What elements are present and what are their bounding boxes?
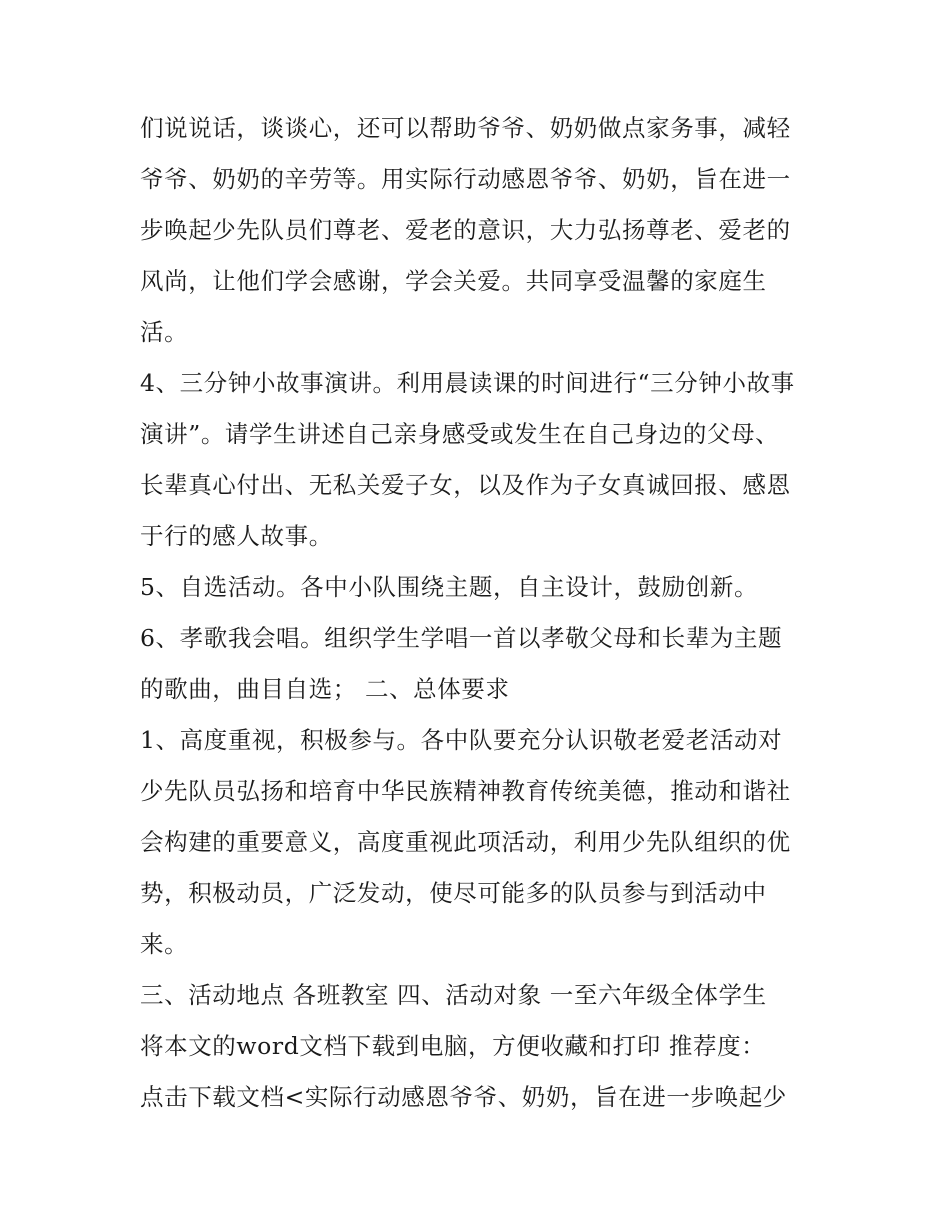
document-body	[140, 103, 820, 1123]
text-line: 少先队员弘扬和培育中华民族精神教育传统美德，推动和谐社	[140, 777, 791, 805]
text-line: 们说说话，谈谈心，还可以帮助爷爷、奶奶做点家务事，减轻	[140, 114, 791, 142]
download-link[interactable]: 点击下载文档<实际行动感恩爷爷、奶奶，旨在进一步唤起少	[140, 1083, 787, 1111]
text-line: 5、自选活动。各中小队围绕主题，自主设计，鼓励创新。	[140, 573, 759, 601]
text-line: 将本文的word文档下载到电脑，方便收藏和打印 推荐度：	[140, 1032, 766, 1060]
text-line: 势，积极动员，广泛发动，使尽可能多的队员参与到活动中	[140, 879, 767, 907]
text-line: 1、高度重视，积极参与。各中队要充分认识敬老爱老活动对	[140, 726, 783, 754]
text-line: 爷爷、奶奶的辛劳等。用实际行动感恩爷爷、奶奶，旨在进一	[140, 165, 791, 193]
text-line: 演讲”。请学生讲述自己亲身感受或发生在自己身边的父母、	[140, 420, 780, 448]
text-line: 的歌曲，曲目自选； 二、总体要求	[140, 675, 510, 703]
text-line: 来。	[140, 930, 189, 958]
text-line: 三、活动地点 各班教室 四、活动对象 一至六年级全体学生	[140, 981, 767, 1009]
text-line: 会构建的重要意义，高度重视此项活动，利用少先队组织的优	[140, 828, 791, 856]
text-line: 风尚，让他们学会感谢，学会关爱。共同享受温馨的家庭生	[140, 267, 767, 295]
text-line: 活。	[140, 318, 189, 346]
text-line: 于行的感人故事。	[140, 522, 333, 550]
text-line: 6、孝歌我会唱。组织学生学唱一首以孝敬父母和长辈为主题	[140, 624, 783, 652]
text-line: 步唤起少先队员们尊老、爱老的意识，大力弘扬尊老、爱老的	[140, 216, 791, 244]
text-line: 长辈真心付出、无私关爱子女，以及作为子女真诚回报、感恩	[140, 471, 791, 499]
text-line: 4、三分钟小故事演讲。利用晨读课的时间进行“三分钟小故事	[140, 369, 795, 397]
